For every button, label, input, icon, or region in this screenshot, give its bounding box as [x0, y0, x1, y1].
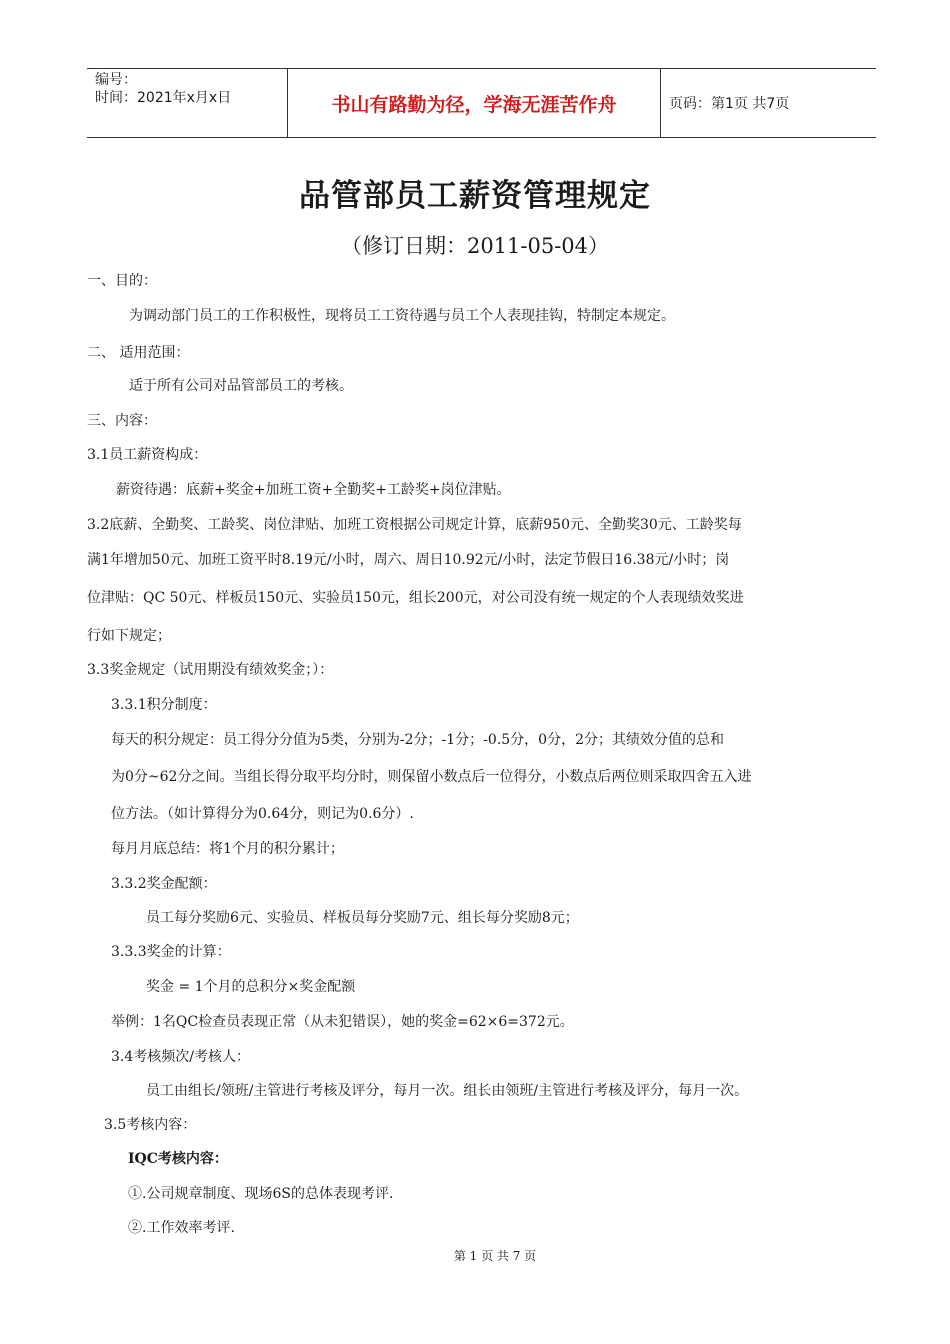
paragraph-line: 位津贴：QC 50元、样板员150元、实验员150元，组长200元，对公司没有统一规定的个人表现绩效奖进 — [87, 590, 744, 606]
header-motto: 书山有路勤为径，学海无涯苦作舟 — [287, 69, 661, 137]
paragraph-line: 薪资待遇：底薪+奖金+加班工资+全勤奖+工龄奖+岗位津贴。 — [116, 482, 511, 498]
paragraph-line: 满1年增加50元、加班工资平时8.19元/小时，周六、周日10.92元/小时，法定节假日16.38元/小时；岗 — [87, 552, 730, 568]
subsection-heading: 3.3.2奖金配额： — [111, 876, 217, 892]
section-heading: 三、内容： — [87, 413, 157, 429]
paragraph-line: 3.2底薪、全勤奖、工龄奖、岗位津贴、加班工资根据公司规定计算，底薪950元、全勤奖30元、工龄奖每 — [87, 517, 742, 533]
header-page-number: 页码：第1页 共7页 — [669, 96, 790, 112]
section-heading: 一、目的： — [87, 273, 157, 289]
formula-line: 奖金 = 1个月的总积分×奖金配额 — [146, 979, 356, 995]
list-item: ①.公司规章制度、现场6S的总体表现考评. — [128, 1186, 394, 1202]
subsection-heading: 3.5考核内容： — [104, 1117, 197, 1133]
paragraph-line: 每月月底总结：将1个月的积分累计； — [111, 841, 344, 857]
paragraph-line: 员工由组长/领班/主管进行考核及评分，每月一次。组长由领班/主管进行考核及评分，每月一次。 — [146, 1083, 749, 1099]
list-item: ②.工作效率考评. — [128, 1220, 235, 1236]
document-subtitle: （修订日期：2011-05-04） — [340, 234, 610, 258]
section-heading: 二、 适用范围： — [87, 345, 190, 361]
paragraph-line: 为0分~62分之间。当组长得分取平均分时，则保留小数点后一位得分，小数点后两位则采取四舍五入进 — [111, 769, 752, 785]
time-label: 时间：2021年x月x日 — [95, 90, 232, 106]
paragraph-line: 员工每分奖励6元、实验员、样板员每分奖励7元、组长每分奖励8元； — [146, 910, 579, 926]
subsection-heading: 3.4考核频次/考核人： — [111, 1049, 250, 1065]
paragraph-line: 每天的积分规定：员工得分分值为5类，分别为-2分；-1分；-0.5分，0分，2分；其绩效分值的总和 — [111, 732, 724, 748]
subsection-heading: 3.3奖金规定（试用期没有绩效奖金；）： — [87, 662, 334, 678]
paragraph-line: 适于所有公司对品管部员工的考核。 — [129, 378, 353, 394]
document-title: 品管部员工薪资管理规定 — [299, 178, 651, 214]
page-footer: 第 1 页 共 7 页 — [453, 1249, 537, 1263]
subsection-heading: 3.3.3奖金的计算： — [111, 944, 231, 960]
number-label: 编号： — [95, 72, 137, 88]
iqc-heading: IQC考核内容： — [128, 1151, 228, 1167]
header-info-cell — [87, 69, 287, 137]
subsection-heading: 3.3.1积分制度： — [111, 697, 217, 713]
paragraph-line: 位方法。（如计算得分为0.64分，则记为0.6分）. — [111, 806, 414, 822]
paragraph-line: 为调动部门员工的工作积极性，现将员工工资待遇与员工个人表现挂钩，特制定本规定。 — [129, 308, 675, 324]
subsection-heading: 3.1员工薪资构成： — [87, 447, 208, 463]
paragraph-line: 行如下规定； — [87, 628, 171, 644]
example-line: 举例：1名QC检查员表现正常（从未犯错误），她的奖金=62×6=372元。 — [111, 1014, 574, 1030]
document-header — [87, 68, 876, 138]
